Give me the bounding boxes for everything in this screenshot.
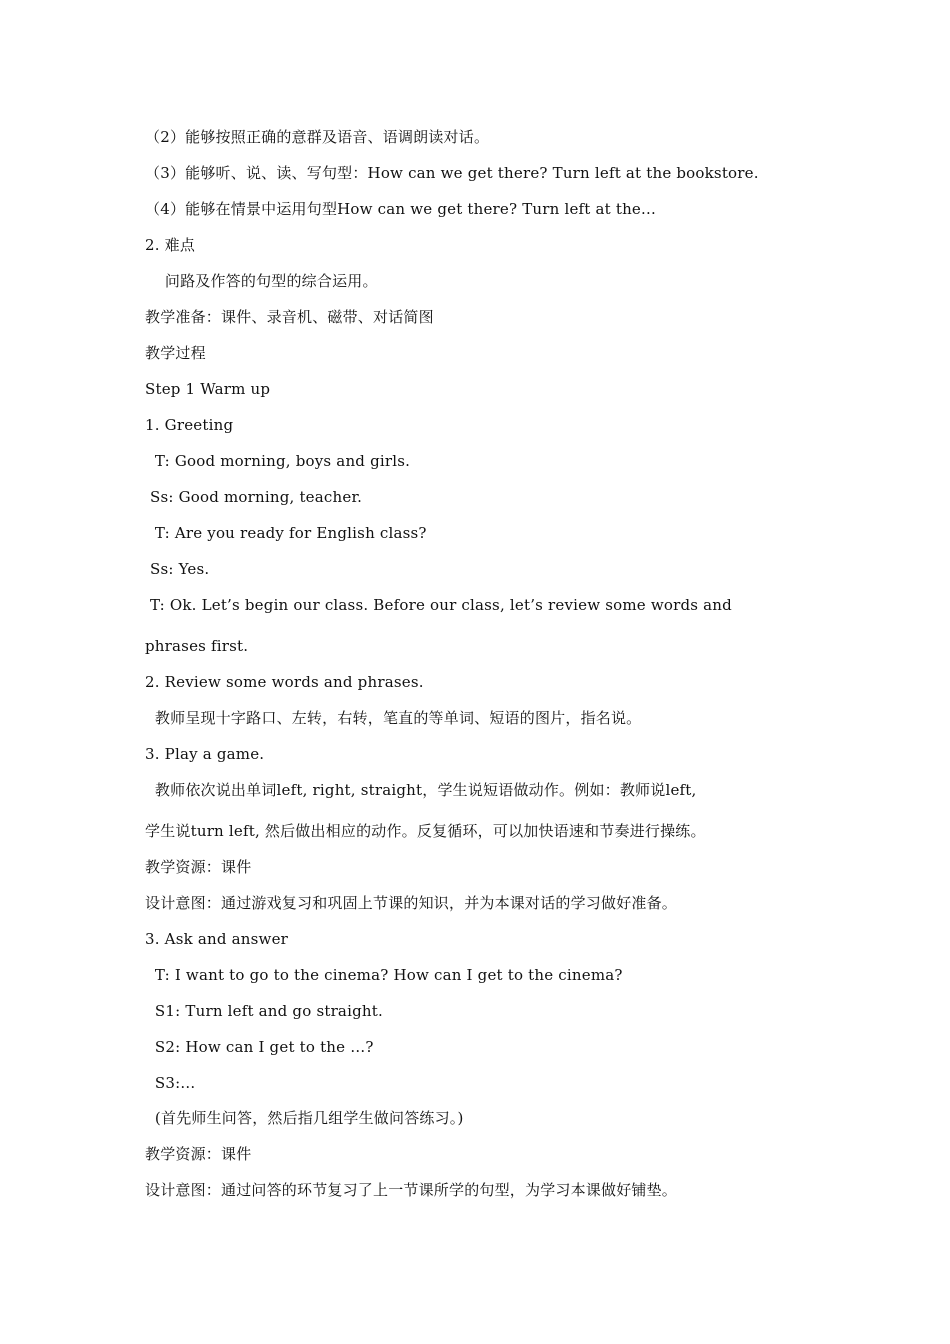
dialogue-line: T: Ok. Let’s begin our class. Before our class, let’s review some words and	[145, 596, 732, 614]
greeting-heading: 1. Greeting	[145, 416, 234, 434]
game-text-continued: 学生说turn left, 然后做出相应的动作。反复循环，可以加快语速和节奏进行操练。	[145, 822, 706, 840]
game-heading: 3. Play a game.	[145, 745, 265, 763]
dialogue-line: T: Good morning, boys and girls.	[145, 452, 411, 470]
teaching-resource: 教学资源：课件	[145, 1145, 252, 1163]
difficulty-text: 问路及作答的句型的综合运用。	[145, 272, 378, 290]
step-1-heading: Step 1 Warm up	[145, 380, 271, 398]
dialogue-line: Ss: Good morning, teacher.	[145, 488, 363, 506]
game-text: 教师依次说出单词left, right, straight，学生说短语做动作。例如：教师说left,	[145, 781, 697, 799]
dialogue-line: T: I want to go to the cinema? How can I get to the cinema?	[145, 966, 623, 984]
objective-line-4: （4）能够在情景中运用句型How can we get there? Turn left at the...	[145, 200, 656, 218]
dialogue-line: T: Are you ready for English class?	[145, 524, 427, 542]
objective-line-2: （2）能够按照正确的意群及语音、语调朗读对话。	[145, 128, 490, 146]
review-text: 教师呈现十字路口、左转，右转，笔直的等单词、短语的图片，指名说。	[145, 709, 642, 727]
dialogue-line: S2: How can I get to the …?	[145, 1038, 374, 1056]
ask-answer-heading: 3. Ask and answer	[145, 930, 289, 948]
teaching-process-heading: 教学过程	[145, 344, 206, 362]
dialogue-line: S3:...	[145, 1074, 196, 1092]
teaching-preparation: 教学准备：课件、录音机、磁带、对话简图	[145, 308, 434, 326]
practice-note: (首先师生问答，然后指几组学生做问答练习。)	[145, 1109, 464, 1127]
design-intent: 设计意图：通过游戏复习和巩固上节课的知识，并为本课对话的学习做好准备。	[145, 894, 678, 912]
dialogue-line-continued: phrases first.	[145, 637, 249, 655]
dialogue-line: Ss: Yes.	[145, 560, 210, 578]
dialogue-line: S1: Turn left and go straight.	[145, 1002, 383, 1020]
difficulty-heading: 2. 难点	[145, 236, 196, 254]
objective-line-3: （3）能够听、说、读、写句型：How can we get there? Turn left at the bookstore.	[145, 164, 759, 182]
review-heading: 2. Review some words and phrases.	[145, 673, 424, 691]
teaching-resource: 教学资源：课件	[145, 858, 252, 876]
design-intent: 设计意图：通过问答的环节复习了上一节课所学的句型，为学习本课做好铺垫。	[145, 1181, 678, 1199]
